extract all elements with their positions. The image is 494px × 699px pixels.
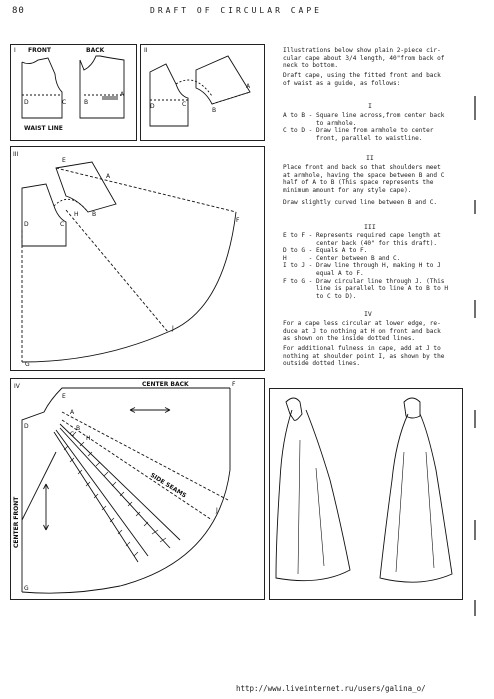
fig4-point-d: D: [24, 423, 29, 430]
fig3-point-h: H: [74, 211, 79, 218]
fig4-point-f: F: [232, 381, 236, 388]
section-1-body: A to B - Square line across,from center back to armhole. C to D - Draw line from armhole to center front, parallel to waistline.: [283, 112, 445, 142]
fig3-point-d: D: [24, 221, 29, 228]
fig2-drafts: [150, 56, 250, 126]
section-2-body: Place front and back so that shoulders meet at armhole, having the space between B and C half of A to B (This space represents the minimum amount for any style cape).: [283, 164, 445, 194]
fig4-point-b: B: [76, 425, 81, 432]
section-1-heading: I: [368, 102, 372, 110]
fig3-point-e: E: [62, 157, 66, 164]
section-4-body-2: For additional fulness in cape, add at J to nothing at shoulder point I, as shown by the outside dotted lines.: [283, 345, 445, 368]
fig3-point-g: G: [25, 361, 30, 368]
fig4-point-j: J: [216, 507, 218, 514]
fig3-drafts: [22, 162, 236, 362]
footer-url: http://www.liveinternet.ru/users/galina_o/: [236, 684, 426, 693]
fig1-point-a: A: [120, 91, 125, 98]
fig1-back-label: BACK: [86, 47, 105, 54]
fig2-roman: II: [144, 47, 148, 54]
fig4-point-a: A: [70, 409, 75, 416]
fig4-center-front: CENTER FRONT: [13, 496, 20, 548]
fig4-roman: IV: [14, 383, 20, 390]
fig4-side-seams: SIDE SEAMS: [148, 471, 188, 500]
fig3-point-j: J: [172, 325, 174, 332]
fig1-point-d: D: [24, 99, 29, 106]
section-2-heading: II: [366, 154, 374, 162]
fig1-waist-label: WAIST LINE: [24, 125, 63, 132]
page-title: DRAFT OF CIRCULAR CAPE: [150, 6, 322, 15]
fig2-point-b: B: [212, 107, 217, 114]
section-4-body: For a cape less circular at lower edge, re- duce at J to nothing at H on front and back as shown on the inside dotted lines.: [283, 320, 441, 343]
intro-text: Illustrations below show plain 2-piece cir- cular cape about 3/4 length, 40"from back of neck to bottom.: [283, 47, 445, 70]
fig3-point-c: C: [60, 221, 65, 228]
fig4-point-e: E: [62, 393, 66, 400]
fig1-point-b: B: [84, 99, 89, 106]
fig1-drafts: [22, 56, 124, 118]
section-2-body-2: Draw slightly curved line between B and C.: [283, 199, 438, 206]
fig1-front-label: FRONT: [28, 47, 51, 54]
fig2-point-d: D: [150, 103, 155, 110]
fig4-point-h: H: [86, 435, 91, 442]
section-3-heading: III: [364, 223, 376, 231]
fig3-point-f: F: [236, 217, 240, 224]
section-3-body: E to F - Represents required cape length at center back (40" for this draft). D to G - Equals A to F. H - Center between B and C. I to J - Draw line through H, making H to J equal A to F. F to G - Draw circular line through J. (This line is parallel to line A to B to H to C to D).: [283, 232, 449, 300]
section-4-heading: IV: [364, 310, 372, 318]
fig2-point-a: A: [246, 83, 251, 90]
fig1-roman: I: [14, 47, 16, 54]
fig3-roman: III: [13, 151, 19, 158]
fig4-center-back: CENTER BACK: [142, 381, 189, 388]
fig3-point-a: A: [106, 173, 111, 180]
fig1-point-c: C: [62, 99, 67, 106]
fig4-point-g: G: [24, 585, 29, 592]
fig4-point-c: C: [70, 431, 75, 438]
page-number: 80: [12, 6, 25, 16]
fig3-point-b: B: [92, 211, 97, 218]
fig4-drafts: [22, 388, 230, 593]
cape-illustration: [276, 398, 452, 582]
fig2-point-c: C: [182, 101, 187, 108]
draft-text: Draft cape, using the fitted front and back of waist as a guide, as follows:: [283, 72, 441, 87]
